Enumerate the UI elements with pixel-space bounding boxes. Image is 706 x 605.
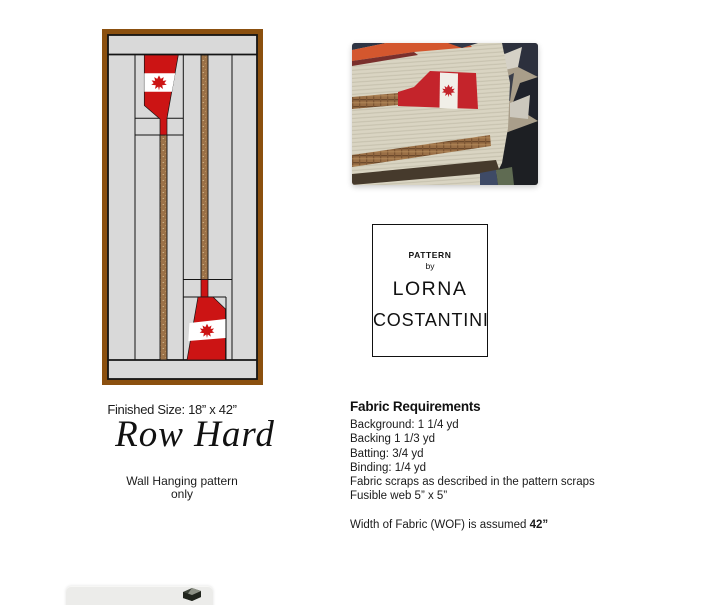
fabric-requirements-section: [350, 399, 600, 532]
oar-shaft-2: [201, 55, 208, 280]
pattern-title: Row Hard: [115, 414, 275, 455]
quilt-photo: [352, 43, 538, 185]
wof-note-text: Width of Fabric (WOF) is assumed: [350, 519, 530, 532]
oar-shaft-1: [160, 135, 167, 360]
designer-name-line2: COSTANTINI: [373, 310, 489, 330]
designer-name-line1: LORNA: [392, 278, 468, 300]
wof-note: [350, 518, 600, 532]
fabric-item: Backing 1 1/3 yd: [350, 433, 436, 446]
pattern-credit-box: [372, 224, 488, 357]
wof-note-value: 42”: [529, 519, 549, 532]
quilt-pattern-diagram: [102, 29, 263, 385]
fabric-item: Background: 1 1/4 yd: [350, 419, 459, 431]
fabric-item: Fabric scraps as described in the pattern scraps: [350, 476, 595, 489]
dark-fabric-glyph: [182, 588, 202, 602]
fabric-requirements-heading: Fabric Requirements: [350, 399, 481, 414]
next-page-photo-partial: [66, 586, 213, 605]
fabric-item: Binding: 1/4 yd: [350, 461, 427, 474]
fabric-item: Fusible web 5” x 5”: [350, 490, 448, 503]
pattern-subtitle: [92, 475, 272, 500]
pattern-subtitle-line2: only: [170, 486, 193, 501]
fabric-item: Batting: 3/4 yd: [350, 447, 424, 460]
pattern-subtitle-line1: Wall Hanging pattern: [126, 474, 238, 488]
finished-size-label: Finished Size: 18” x 42”: [107, 402, 237, 417]
pattern-label: PATTERN: [408, 250, 452, 260]
pattern-by-label: by: [425, 261, 435, 271]
